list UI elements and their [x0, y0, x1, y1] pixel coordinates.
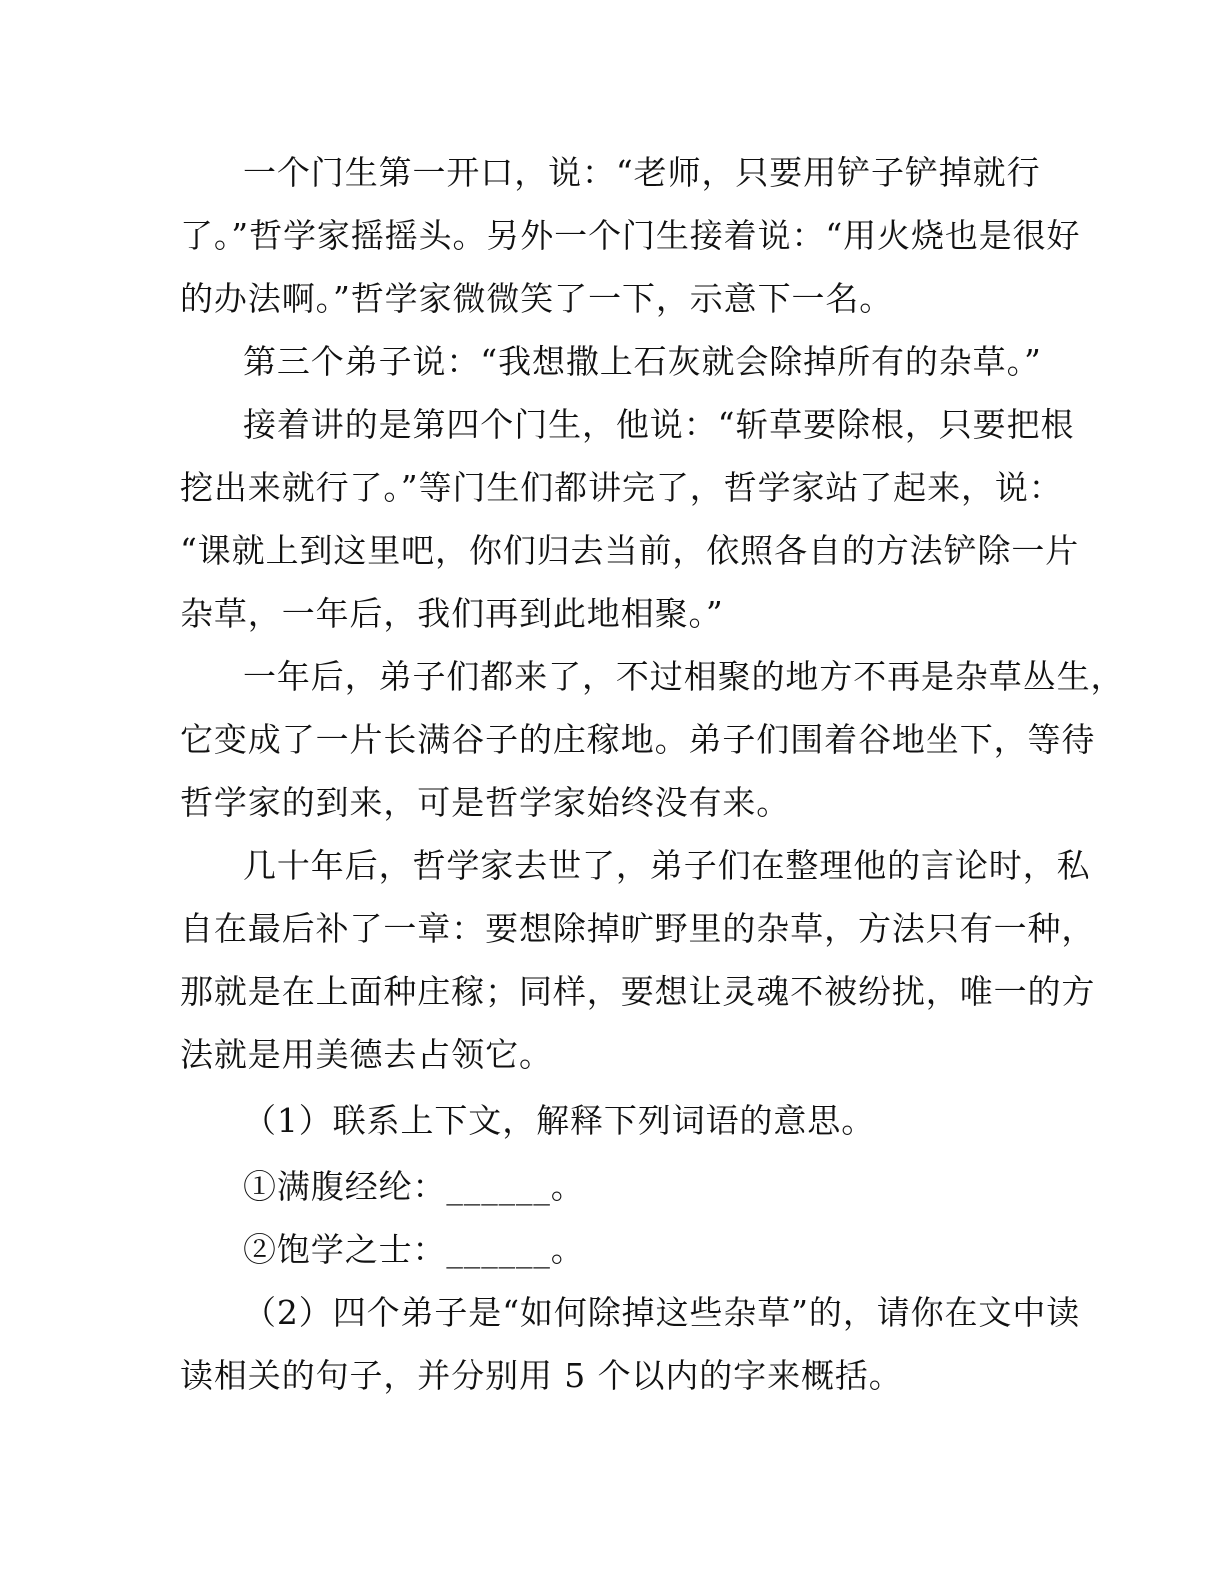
paragraph-line: 几十年后，哲学家去世了，弟子们在整理他的言论时，私 — [243, 846, 1091, 885]
paragraph-line: 一年后，弟子们都来了，不过相聚的地方不再是杂草丛生， — [243, 657, 1125, 696]
paragraph-line: 挖出来就行了。”等门生们都讲完了，哲学家站了起来，说： — [180, 468, 1063, 507]
paragraph-line: 哲学家的到来，可是哲学家始终没有来。 — [180, 783, 791, 822]
question-item: ②饱学之士：______。 — [243, 1230, 585, 1269]
paragraph-line: 自在最后补了一章：要想除掉旷野里的杂草，方法只有一种， — [180, 909, 1096, 948]
paragraph-line: 它变成了一片长满谷子的庄稼地。弟子们围着谷地坐下，等待 — [180, 720, 1096, 759]
paragraph-line: 接着讲的是第四个门生，他说：“斩草要除根，只要把根 — [243, 405, 1075, 444]
question-line: 读相关的句子，并分别用 5 个以内的字来概括。 — [180, 1356, 903, 1395]
question-line: （1）联系上下文，解释下列词语的意思。 — [243, 1101, 876, 1140]
paragraph-line: 一个门生第一开口，说：“老师，只要用铲子铲掉就行 — [243, 153, 1041, 192]
paragraph-line: 第三个弟子说：“我想撒上石灰就会除掉所有的杂草。” — [243, 342, 1042, 381]
question-item: ①满腹经纶：______。 — [243, 1167, 585, 1206]
question-line: （2）四个弟子是“如何除掉这些杂草”的，请你在文中读 — [243, 1293, 1081, 1332]
paragraph-line: 杂草，一年后，我们再到此地相聚。” — [180, 594, 724, 633]
paragraph-line: “课就上到这里吧，你们归去当前，依照各自的方法铲除一片 — [180, 531, 1080, 570]
paragraph-line: 了。”哲学家摇摇头。另外一个门生接着说：“用火烧也是很好 — [180, 216, 1081, 255]
paragraph-line: 的办法啊。”哲学家微微笑了一下，示意下一名。 — [180, 279, 894, 318]
paragraph-line: 那就是在上面种庄稼；同样，要想让灵魂不被纷扰，唯一的方 — [180, 972, 1096, 1011]
paragraph-line: 法就是用美德去占领它。 — [180, 1035, 553, 1074]
